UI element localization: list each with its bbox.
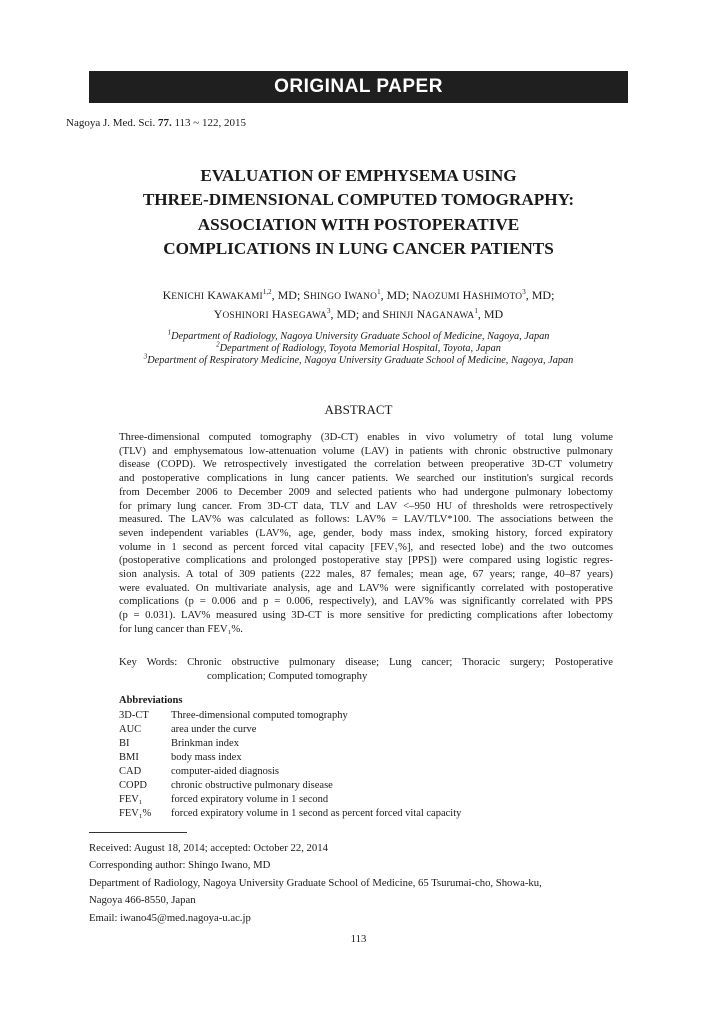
abbreviation-row: BMI body mass index (119, 752, 242, 763)
title-line: THREE-DIMENSIONAL COMPUTED TOMOGRAPHY: (142, 190, 575, 210)
abbreviation-row: BI Brinkman index (119, 738, 239, 749)
paper-title (60, 164, 657, 261)
keywords-line-1: Key Words: Chronic obstructive pulmonary disease; Lung cancer; Thoracic surgery; Postoperative (119, 656, 613, 668)
affiliation-3: $^3$Department of Respiratory Medicine, Nagoya University Graduate School of Medicine, Nagoya, Japan (143, 352, 574, 367)
author-list (60, 287, 657, 325)
corresponding-author: Corresponding author: Shingo Iwano, MD (89, 859, 271, 872)
author-5: SHINJI NAGANAWA$^1$, MD (382, 307, 504, 321)
title-line: EVALUATION OF EMPHYSEMA USING (200, 166, 517, 185)
affiliation-2: $^2$Department of Radiology, Toyota Memorial Hospital, Toyota, Japan (216, 340, 501, 355)
keywords-label: Key Words: (119, 656, 178, 668)
abstract-line: for primary lung cancer. From 3D-CT data, TLV and LAV <–950 HU of thresholds were retrospectively (119, 499, 613, 512)
journal-pages: 113 ~ 122, 2015 (174, 117, 247, 129)
journal-volume: 77. (157, 117, 172, 129)
article-type-banner: ORIGINAL PAPER (89, 71, 628, 103)
abstract-line: (postoperative complications and prolonged postoperative stay [PPS]) were compared using logistic regres- (119, 554, 613, 567)
abbreviation-row: FEV₁ forced expiratory volume in 1 second (119, 794, 329, 805)
author-line-1 (60, 287, 657, 306)
author-address: Department of Radiology, Nagoya University Graduate School of Medicine, 65 Tsurumai-cho, Showa-ku, (89, 876, 542, 889)
abbreviation-row: 3D-CT Three-dimensional computed tomography (119, 710, 348, 721)
abstract-line: and postoperative complications in lung cancer patients. We searched our institution's surgical records (119, 472, 613, 485)
abstract-line: (p = 0.031). LAV% measured using 3D-CT is more sensitive for predicting complications after lobectomy (119, 609, 613, 622)
author-1: KENICHI KAWAKAMI$^{1,2}$, MD; (162, 288, 304, 302)
footnote-divider (89, 832, 187, 833)
author-3: NAOZUMI HASHIMOTO$^3$, MD; (412, 288, 555, 302)
footnotes (89, 840, 542, 927)
author-4: YOSHINORI HASEGAWA$^3$, MD; and (213, 307, 383, 321)
author-line-2 (60, 306, 657, 325)
abbreviation-row: CAD computer-aided diagnosis (119, 766, 279, 777)
abstract-line: for lung cancer than FEV₁%. (119, 622, 243, 635)
received-dates: Received: August 18, 2014; accepted: October 22, 2014 (89, 842, 328, 854)
title-line: ASSOCIATION WITH POSTOPERATIVE (197, 214, 520, 234)
abbreviation-row: COPD chronic obstructive pulmonary disease (119, 780, 333, 791)
author-email[interactable]: Email: iwano45@med.nagoya-u.ac.jp (89, 911, 251, 924)
abstract-line: seven independent variables (LAV%, age, gender, body mass index, smoking history, forced expiratory (119, 526, 613, 539)
abstract-line: disease (COPD). We retrospectively investigated the correlation between preoperative 3D-CT volumetry (119, 458, 613, 471)
journal-citation (66, 117, 246, 129)
abstract-line: measured. The LAV% was calculated as follows: LAV% = LAV/TLV*100. The associations between the (119, 513, 613, 526)
abstract-line: sion analysis. A total of 309 patients (222 males, 87 females; mean age, 67 years; range, 40–87 years) (119, 568, 613, 581)
abstract-body (119, 431, 613, 637)
abbreviations-list (119, 709, 461, 821)
journal-name: Nagoya J. Med. Sci. (66, 117, 156, 129)
abstract-line: complications (p = 0.006 and p = 0.006, respectively), and LAV% was significantly correlated with PPS (119, 595, 613, 608)
abbreviation-row: FEV₁% forced expiratory volume in 1 second as percent forced vital capacity (119, 808, 462, 819)
author-address-2: Nagoya 466-8550, Japan (89, 894, 196, 907)
abstract-line: from December 2006 to December 2009 and selected patients who had undergone pulmonary lobectomy (119, 485, 613, 498)
author-2: SHINGO IWANO$^1$, MD; (303, 288, 413, 302)
abstract-line: volume in 1 second as percent forced vital capacity [FEV₁%], and resected lobe) and the two outcomes (119, 540, 613, 553)
abbreviations-heading: Abbreviations (119, 695, 183, 706)
abbreviation-row: AUC area under the curve (119, 724, 257, 735)
abstract-line: Three-dimensional computed tomography (3D-CT) enables in vivo volumetry of total lung volume (119, 431, 613, 443)
title-line: COMPLICATIONS IN LUNG CANCER PATIENTS (163, 238, 554, 258)
keywords (119, 655, 613, 683)
affiliations (60, 328, 657, 368)
keywords-line-2: complication; Computed tomography (207, 670, 368, 682)
abstract-line: (TLV) and emphysematous low-attenuation volume (LAV) in patients with chronic obstructive pulmonary (119, 444, 613, 457)
affiliation-1: $^1$Department of Radiology, Nagoya University Graduate School of Medicine, Nagoya, Japan (167, 328, 550, 342)
abstract-line: were evaluated. On multivariate analysis, age and LAV% were significantly correlated with postoperative (119, 581, 613, 594)
abstract-heading: ABSTRACT (324, 402, 393, 417)
page-number: 113 (350, 933, 367, 945)
